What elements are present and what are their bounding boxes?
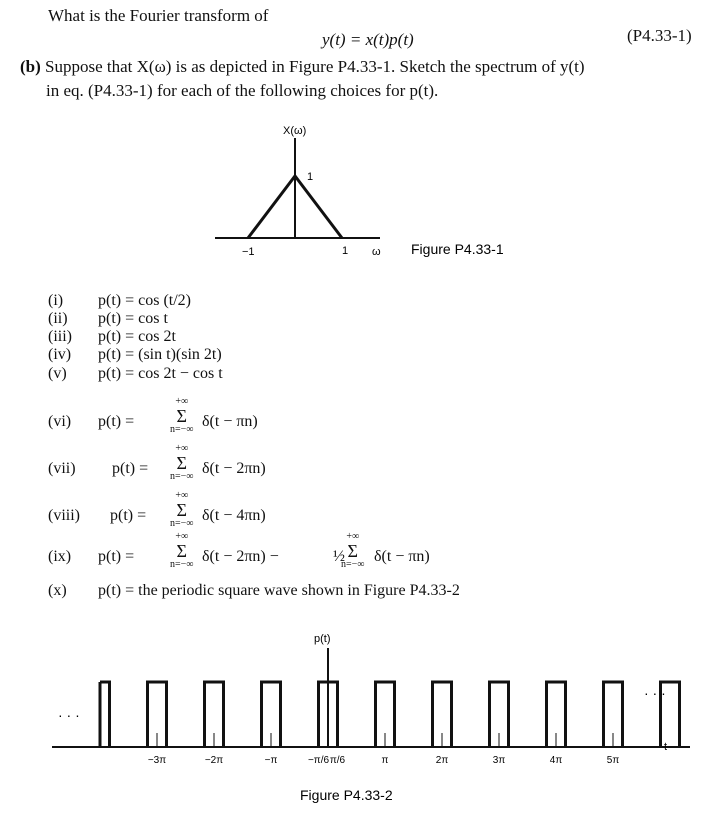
sum-lower: n=−∞ [170, 518, 194, 529]
tick-label: 3π [492, 755, 506, 766]
sigma-symbol: Σ [176, 406, 187, 426]
tick-label: 2π [435, 755, 449, 766]
right-ellipsis: · · · [644, 685, 666, 701]
item-text: p(t) = the periodic square wave shown in Figure P4.33-2 [98, 582, 460, 599]
item-text: p(t) = (sin t)(sin 2t) [98, 346, 222, 363]
fig2-caption: Figure P4.33-2 [300, 787, 393, 803]
tick-label: −π/6 [307, 755, 330, 766]
item-num: (vii) [48, 460, 76, 477]
item-num: (ix) [48, 548, 72, 565]
item-ix-half: ½ [333, 548, 345, 565]
item-lhs: p(t) = [112, 460, 149, 477]
part-b [20, 55, 585, 103]
item-lhs: p(t) = [110, 507, 147, 524]
intro-text: What is the Fourier transform of [48, 6, 269, 25]
summation-ix-2 [341, 532, 364, 570]
item-iv [48, 346, 222, 364]
sum-upper: +∞ [346, 531, 360, 542]
sum-lower: n=−∞ [170, 559, 194, 570]
summation-ix-1 [170, 532, 193, 570]
sum-lower: n=−∞ [170, 424, 194, 435]
sum-upper: +∞ [175, 396, 189, 407]
figure-2 [0, 630, 727, 814]
sigma-symbol: Σ [176, 541, 187, 561]
item-v [48, 365, 223, 383]
fig1-caption: Figure P4.33-1 [411, 241, 504, 257]
part-b-label: (b) [20, 57, 41, 76]
fig1-peak-label: 1 [307, 171, 314, 183]
item-i [48, 292, 191, 310]
sum-upper: +∞ [175, 443, 189, 454]
tick-label: 4π [549, 755, 563, 766]
sum-lower: n=−∞ [341, 559, 365, 570]
fig1-tick-neg: −1 [242, 246, 255, 258]
item-vii-term: δ(t − 2πn) [202, 460, 266, 477]
tick-label: 5π [606, 755, 620, 766]
equation: y(t) = x(t)p(t) [322, 30, 414, 49]
item-num: (iv) [48, 346, 72, 363]
item-text: p(t) = cos 2t − cos t [98, 365, 223, 382]
item-viii [48, 507, 146, 525]
figure-1 [200, 118, 540, 268]
summation-vii [170, 444, 193, 482]
item-text: p(t) = cos (t/2) [98, 292, 191, 309]
item-num: (vi) [48, 413, 72, 430]
sigma-symbol: Σ [347, 541, 358, 561]
item-ix-term2: δ(t − πn) [374, 548, 430, 565]
item-viii-term: δ(t − 4πn) [202, 507, 266, 524]
tick-label: −2π [204, 755, 224, 766]
summation-viii [170, 491, 193, 529]
fig2-t-label: t [664, 741, 668, 753]
part-b-line1 [20, 55, 585, 79]
tick-marks [157, 733, 613, 747]
fig2-y-label: p(t) [314, 633, 331, 645]
item-num: (viii) [48, 507, 80, 524]
item-x [48, 582, 460, 600]
item-vi-term: δ(t − πn) [202, 413, 258, 430]
item-num: (x) [48, 582, 67, 599]
equation-number: (P4.33-1) [627, 26, 692, 45]
item-num: (i) [48, 292, 64, 309]
summation-vi [170, 397, 193, 435]
item-num: (v) [48, 365, 67, 382]
item-text: p(t) = cos t [98, 310, 168, 327]
item-ix [48, 548, 134, 566]
fig1-tick-pos: 1 [342, 245, 349, 257]
item-lhs: p(t) = [98, 413, 135, 430]
sigma-symbol: Σ [176, 500, 187, 520]
fig1-x-label: ω [372, 246, 381, 258]
sum-upper: +∞ [175, 531, 189, 542]
tick-label: −π [264, 755, 278, 766]
part-b-line2: in eq. (P4.33-1) for each of the following choices for p(t). [46, 81, 439, 100]
fig1-y-label: X(ω) [283, 125, 307, 137]
item-num: (ii) [48, 310, 68, 327]
item-vii [48, 460, 148, 478]
item-text: p(t) = cos 2t [98, 328, 176, 345]
part-b-line1-text: Suppose that X(ω) is as depicted in Figure P4.33-1. Sketch the spectrum of y(t) [45, 57, 585, 76]
item-ix-term: δ(t − 2πn) − [202, 548, 279, 565]
item-ii [48, 310, 168, 328]
sigma-symbol: Σ [176, 453, 187, 473]
sum-upper: +∞ [175, 490, 189, 501]
tick-label: π/6 [329, 755, 346, 766]
tick-labels [148, 755, 619, 766]
sum-lower: n=−∞ [170, 471, 194, 482]
tick-label: π [381, 755, 389, 766]
item-iii [48, 328, 176, 346]
tick-label: −3π [147, 755, 167, 766]
item-num: (iii) [48, 328, 72, 345]
item-lhs: p(t) = [98, 548, 135, 565]
square-wave-pulses [100, 682, 680, 747]
left-ellipsis: · · · [58, 707, 80, 723]
item-vi [48, 413, 134, 431]
